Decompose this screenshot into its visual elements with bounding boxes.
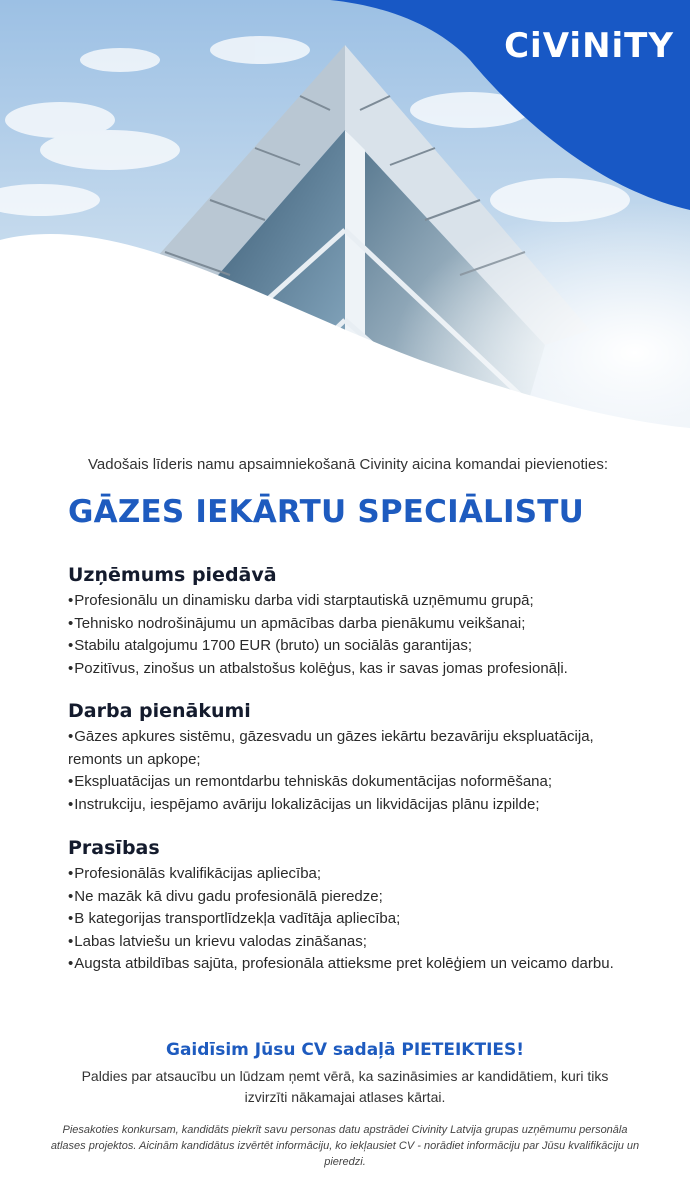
list-item: • Augsta atbildības sajūta, profesionāla attieksme pret kolēģiem un veicamo darbu. bbox=[68, 953, 628, 976]
section-duties bbox=[68, 700, 628, 816]
list-item: • Ekspluatācijas un remontdarbu tehniskās dokumentācijas noformēšana; bbox=[68, 771, 628, 794]
section-heading: Prasības bbox=[68, 837, 160, 859]
privacy-disclaimer: Piesakoties konkursam, kandidāts piekrīt savu personas datu apstrādei Civinity Latvija grupas uzņēmumu personāla atlases projektos. Aicinām kandidātus izvērtēt informāciju, ko iekļausiet CV - norādiet informāciju par Jūsu kvalifikāciju un pieredzi. bbox=[50, 1124, 640, 1168]
list-item: • Labas latviešu un krievu valodas zināšanas; bbox=[68, 931, 628, 954]
section-heading: Darba pienākumi bbox=[68, 700, 251, 722]
list-item: • Tehnisko nodrošinājumu un apmācības darba pienākumu veikšanai; bbox=[68, 613, 628, 636]
job-title: GĀZES IEKĀRTU SPECIĀLISTU bbox=[68, 494, 584, 530]
list-item: • Pozitīvus, zinošus un atbalstošus kolēģus, kas ir savas jomas profesionāļi. bbox=[68, 658, 628, 681]
list-item: • Stabilu atalgojumu 1700 EUR (bruto) un sociālās garantijas; bbox=[68, 635, 628, 658]
section-offer bbox=[68, 564, 628, 680]
thanks-note: Paldies par atsaucību un lūdzam ņemt vērā, ka sazināsimies ar kandidātiem, kuri tiks izvirzīti nākamajai atlases kārtai. bbox=[81, 1068, 609, 1105]
civinity-logo: CiViNiTY bbox=[504, 26, 674, 66]
section-heading: Uzņēmums piedāvā bbox=[68, 564, 277, 586]
section-requirements bbox=[68, 837, 628, 976]
apply-call-to-action: Gaidīsim Jūsu CV sadaļā PIETEIKTIES! bbox=[165, 1040, 525, 1060]
list-item: • Gāzes apkures sistēmu, gāzesvadu un gāzes iekārtu bezavāriju ekspluatācija, remonts un apkope; bbox=[68, 726, 628, 771]
list-item: • Instrukciju, iespējamo avāriju lokalizācijas un likvidācijas plānu izpilde; bbox=[68, 794, 628, 817]
footer bbox=[40, 1040, 650, 1170]
list-item: • Profesionālu un dinamisku darba vidi starptautiskā uzņēmumu grupā; bbox=[68, 590, 628, 613]
list-item: • Ne mazāk kā divu gadu profesionālā pieredze; bbox=[68, 886, 628, 909]
intro-text: Vadošais līderis namu apsaimniekošanā Civinity aicina komandai pievienoties: bbox=[88, 456, 608, 473]
hero-banner bbox=[0, 0, 690, 430]
list-item: • Profesionālās kvalifikācijas apliecība; bbox=[68, 863, 628, 886]
list-item: • B kategorijas transportlīdzekļa vadītāja apliecība; bbox=[68, 908, 628, 931]
